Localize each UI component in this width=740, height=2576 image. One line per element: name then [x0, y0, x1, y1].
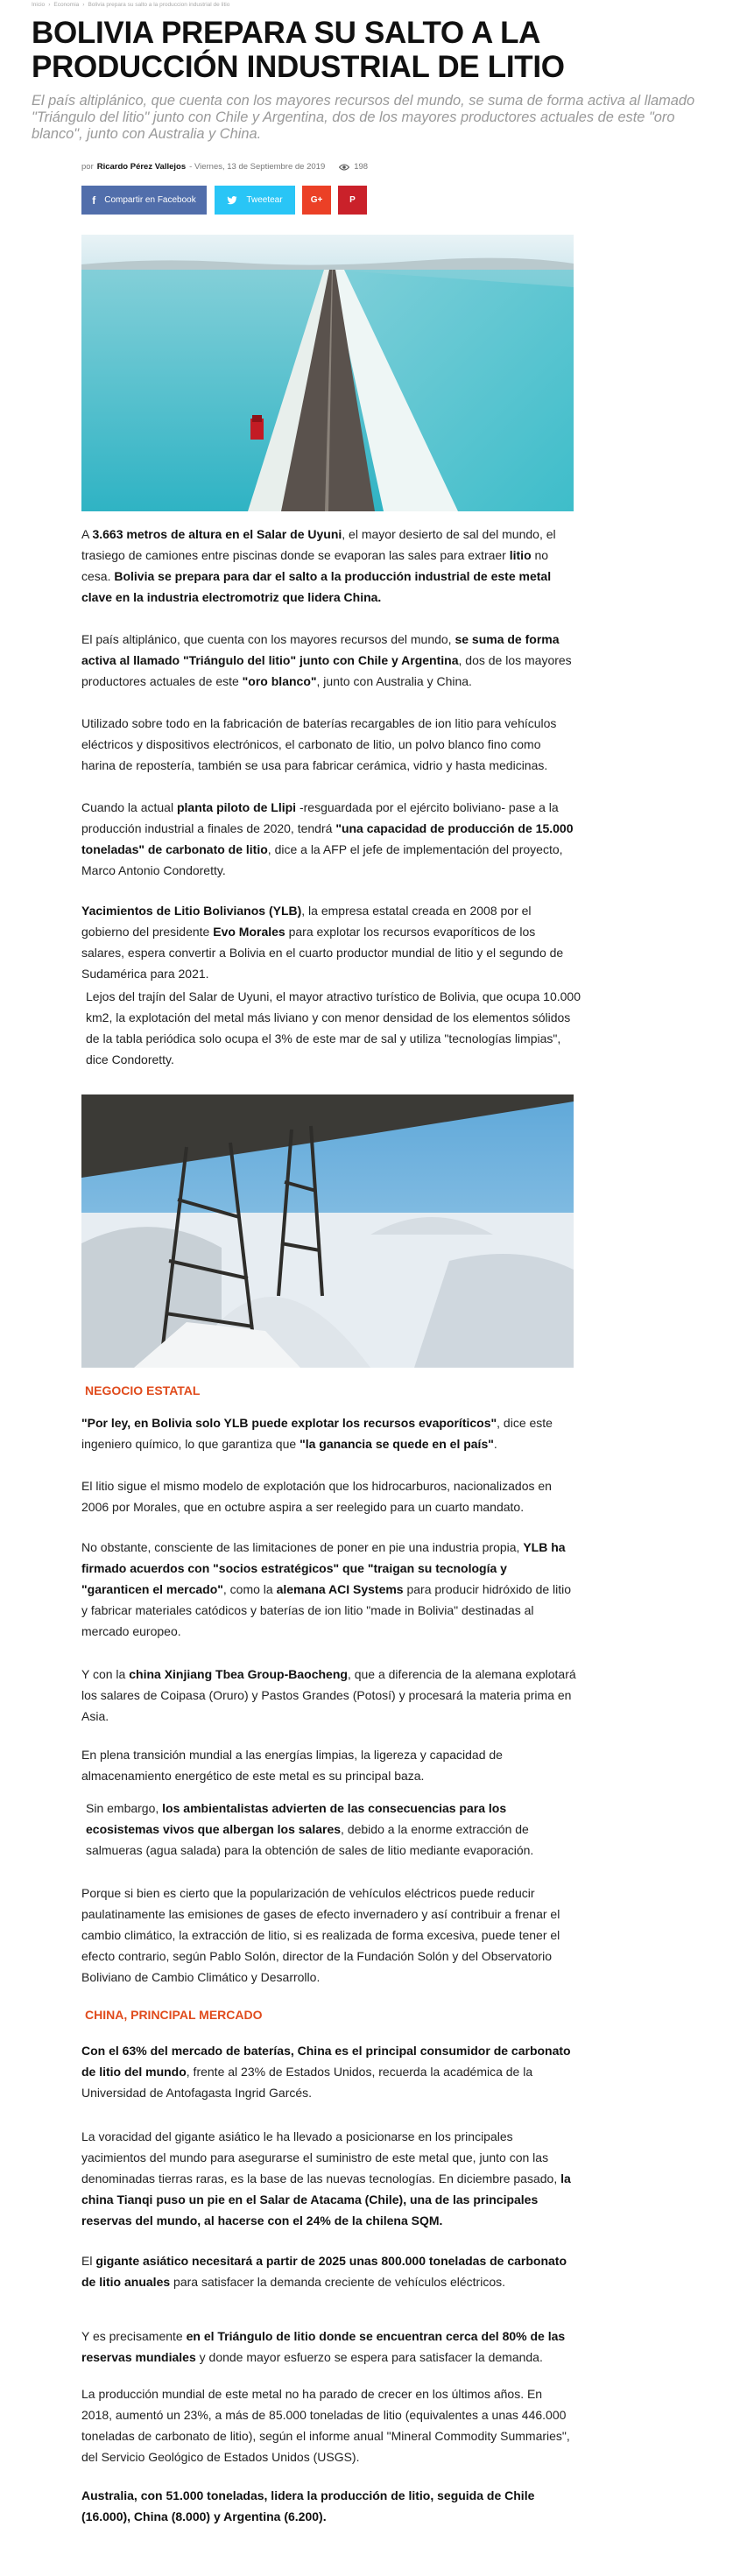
emphasis-text: Bolivia se prepara para dar el salto a la producción industrial de este metal clave en la industria electromotriz que lidera China. — [81, 569, 552, 604]
breadcrumb-home[interactable]: Inicio — [32, 2, 46, 8]
emphasis-text: Evo Morales — [213, 925, 285, 939]
emphasis-text: planta piloto de Llipi — [176, 800, 297, 814]
meta-separator: - — [189, 162, 193, 172]
author-link[interactable]: Ricardo Pérez Vallejos — [96, 162, 187, 172]
emphasis-text: Australia, con 51.000 toneladas, lidera la producción de litio, seguida de Chile (16.000), China (8.000) y Argentina (6.200). — [81, 2488, 535, 2523]
section-heading-china: CHINA, PRINCIPAL MERCADO — [85, 2008, 263, 2022]
paragraph-13: Porque si bien es cierto que la popularización de vehículos eléctricos puede reducir paulatinamente las emisiones de gases de efecto invernadero y así contribuir a frenar el cambio climático, la extracción de litio, si es realizada de forma excesiva, puede tener el efecto contrario, según Pablo Solón, director de la Fundación Solón y del Observatorio Boliviano de Cambio Climático y Desarrollo. — [81, 1886, 560, 1984]
view-count-value: 198 — [354, 162, 369, 172]
emphasis-text: "una capacidad de producción de 15.000 toneladas" de carbonato de litio — [81, 821, 574, 856]
emphasis-text: la china Tianqi puso un pie en el Salar de Atacama (Chile), una de las principales reservas del mundo, al hacerse con el 24% de la chilena SQM. — [81, 2171, 571, 2228]
share-facebook-button[interactable] — [81, 186, 207, 215]
paragraph-19 — [81, 2485, 576, 2527]
paragraph-1: A 3.663 metros de altura en el Salar de Uyuni, el mayor desierto de sal del mundo, el trasiego de camiones entre piscinas donde se evaporan las sales para extraer litio no cesa. Bolivia se prepara para dar el salto a la producción industrial de este metal clave en la industria electromotriz que lidera China. — [81, 527, 556, 604]
salar-road-photo — [81, 235, 574, 511]
meta-by: por — [81, 162, 94, 172]
paragraph-4: Cuando la actual planta piloto de Llipi -resguardada por el ejército boliviano- pase a la producción industrial a finales de 2020, tendrá "una capacidad de producción de 15.000 toneladas" de carbonato de litio, dice a la AFP el jefe de implementación del proyecto, Marco Antonio Condoretty. — [81, 800, 574, 877]
view-count — [339, 162, 368, 172]
lithium-plant-photo — [81, 1094, 574, 1368]
emphasis-text: Yacimientos de Litio Bolivianos (YLB) — [81, 904, 302, 918]
emphasis-text: litio — [509, 548, 532, 562]
emphasis-text: se suma de forma activa al llamado "Triángulo del litio" junto con Chile y Argentina — [81, 632, 560, 667]
share-twitter-label: Tweetear — [246, 195, 283, 205]
paragraph-11: En plena transición mundial a las energías limpias, la ligereza y capacidad de almacenamiento energético de este metal es su principal baza. — [81, 1748, 503, 1783]
paragraph-7: "Por ley, en Bolivia solo YLB puede explotar los recursos evaporíticos", dice este ingeniero químico, lo que garantiza que "la ganancia se quede en el país". — [81, 1416, 553, 1451]
salar-road-illustration — [81, 235, 574, 511]
emphasis-text: "la ganancia se quede en el país" — [300, 1437, 494, 1451]
paragraph-15: La voracidad del gigante asiático le ha llevado a posicionarse en los principales yacimientos del mundo para asegurarse el suministro de este metal que, junto con las denominadas tierras raras, es la base de las nuevas tecnologías. En diciembre pasado, la china Tianqi puso un pie en el Salar de Atacama (Chile), una de las principales reservas del mundo, al hacerse con el 24% de la chilena SQM. — [81, 2129, 571, 2228]
emphasis-text: gigante asiático necesitará a partir de 2025 unas 800.000 toneladas de carbonato de litio anuales — [81, 2254, 567, 2289]
paragraph-6: Lejos del trajín del Salar de Uyuni, el mayor atractivo turístico de Bolivia, que ocupa 10.000 km2, la explotación del metal más liviano y con menor densidad de los elementos sólidos de la tabla periódica solo ocupa el 3% de este mar de sal y utiliza "tecnologías limpias", dice Condoretty. — [86, 989, 581, 1066]
paragraph-10: Y con la china Xinjiang Tbea Group-Baocheng, que a diferencia de la alemana explotará los salares de Coipasa (Oruro) y Pastos Grandes (Potosí) y procesará la materia prima en Asia. — [81, 1667, 576, 1723]
emphasis-text: "Por ley, en Bolivia solo YLB puede explotar los recursos evaporíticos" — [81, 1416, 497, 1430]
paragraph-8: El litio sigue el mismo modelo de explotación que los hidrocarburos, nacionalizados en 2006 por Morales, que en octubre aspira a ser reelegido para un cuarto mandato. — [81, 1479, 552, 1514]
paragraph-18: La producción mundial de este metal no ha parado de crecer en los últimos años. En 2018, aumentó un 23%, a más de 85.000 toneladas de litio (equivalentes a unas 446.000 toneladas de carbonato de litio), según el informe anual "Mineral Commodity Summaries", del Servicio Geológico de Estados Unidos (USGS). — [81, 2387, 570, 2464]
share-googleplus-button[interactable]: G+ — [302, 186, 331, 215]
emphasis-text: Con el 63% del mercado de baterías, China es el principal consumidor de carbonato de litio del mundo — [81, 2044, 571, 2079]
paragraph-2: El país altiplánico, que cuenta con los mayores recursos del mundo, se suma de forma activa al llamado "Triángulo del litio" junto con Chile y Argentina, dos de los mayores productores actuales de este "oro blanco", junto con Australia y China. — [81, 632, 572, 688]
share-twitter-button[interactable] — [215, 186, 295, 215]
emphasis-text: alemana ACI Systems — [276, 1582, 404, 1596]
article-meta — [81, 162, 368, 172]
paragraph-16: El gigante asiático necesitará a partir de 2025 unas 800.000 toneladas de carbonato de litio anuales para satisfacer la demanda creciente de vehículos eléctricos. — [81, 2254, 567, 2289]
paragraph-17: Y es precisamente en el Triángulo de litio donde se encuentran cerca del 80% de las reservas mundiales y donde mayor esfuerzo se espera para satisfacer la demanda. — [81, 2329, 566, 2364]
facebook-icon: f — [92, 194, 96, 207]
paragraph-14: Con el 63% del mercado de baterías, China es el principal consumidor de carbonato de litio del mundo, frente al 23% de Estados Unidos, recuerda la académica de la Universidad de Antofagasta Ingrid Garcés. — [81, 2044, 571, 2100]
breadcrumb-current: Bolivia prepara su salto a la produccion industrial de litio — [88, 2, 230, 8]
twitter-icon — [227, 196, 237, 205]
paragraph-3: Utilizado sobre todo en la fabricación de baterías recargables de ion litio para vehículos eléctricos y dispositivos electrónicos, el carbonato de litio, un polvo blanco fino como harina de repostería, también se usa para fabricar cerámica, vidrio y hasta medicinas. — [81, 716, 557, 772]
emphasis-text: YLB ha firmado acuerdos con "socios estratégicos" que "traigan su tecnología y "garanticen el mercado" — [81, 1540, 566, 1596]
share-pinterest-button[interactable]: P — [338, 186, 367, 215]
section-heading-negocio: NEGOCIO ESTATAL — [85, 1383, 201, 1397]
article-title: BOLIVIA PREPARA SU SALTO A LA PRODUCCIÓN INDUSTRIAL DE LITIO — [32, 16, 565, 84]
breadcrumb-category[interactable]: Economia — [53, 2, 80, 8]
eye-icon — [339, 164, 349, 171]
paragraph-9: No obstante, consciente de las limitaciones de poner en pie una industria propia, YLB ha firmado acuerdos con "socios estratégicos" que "traigan su tecnología y "garanticen el mercado", como la alemana ACI Systems para producir hidróxido de litio y fabricar materiales catódicos y baterías de ion litio "made in Bolivia" destinadas al mercado europeo. — [81, 1540, 572, 1638]
paragraph-12: Sin embargo, los ambientalistas advierten de las consecuencias para los ecosistemas vivos que albergan los salares, debido a la enorme extracción de salmueras (agua salada) para la obtención de sales de litio mediante evaporación. — [86, 1801, 534, 1857]
breadcrumb: Inicio › Economia › Bolivia prepara su salto a la produccion industrial de litio — [32, 2, 230, 8]
emphasis-text: 3.663 metros de altura en el Salar de Uyuni — [92, 527, 342, 541]
paragraph-5: Yacimientos de Litio Bolivianos (YLB), la empresa estatal creada en 2008 por el gobierno del presidente Evo Morales para explotar los recursos evaporíticos de los salares, espera convertir a Bolivia en el cuarto productor mundial de litio y el segundo de Sudamérica para 2021. — [81, 904, 564, 981]
publish-date: Viernes, 13 de Septiembre de 2019 — [194, 162, 326, 172]
share-facebook-label: Compartir en Facebook — [104, 195, 196, 205]
article-subtitle: El país altiplánico, que cuenta con los mayores recursos del mundo, se suma de forma activa al llamado "Triángulo del litio" junto con Chile y Argentina, dos de los mayores productores actuales de este "oro blanco", junto con Australia y China. — [32, 93, 695, 142]
emphasis-text: en el Triángulo de litio donde se encuentran cerca del 80% de las reservas mundiales — [81, 2329, 566, 2364]
emphasis-text: china Xinjiang Tbea Group-Baocheng — [129, 1667, 348, 1681]
emphasis-text: los ambientalistas advierten de las consecuencias para los ecosistemas vivos que albergan los salares — [86, 1801, 507, 1836]
emphasis-text: "oro blanco" — [242, 674, 317, 688]
lithium-plant-illustration — [81, 1094, 574, 1368]
